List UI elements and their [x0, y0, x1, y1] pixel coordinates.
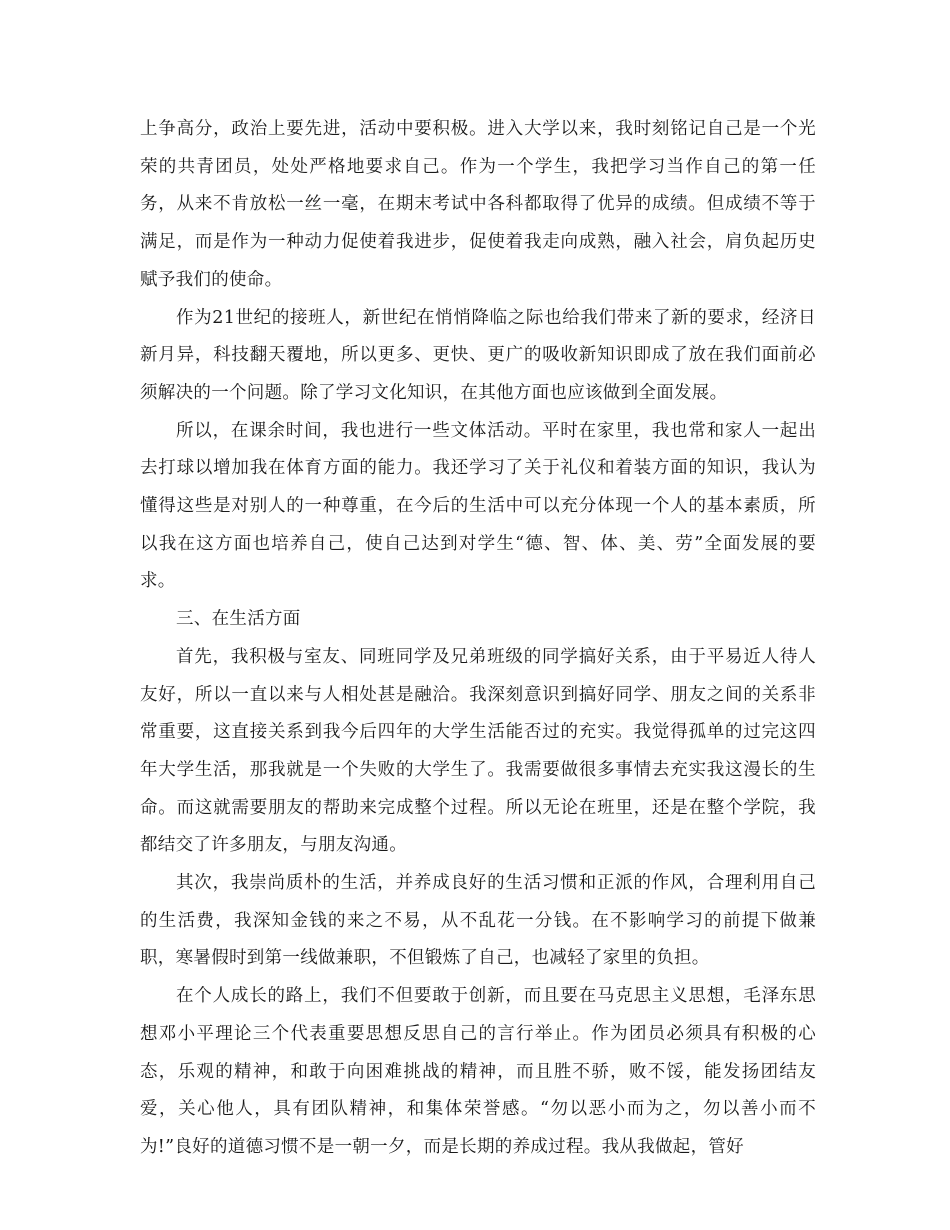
paragraph-2: 作为21世纪的接班人，新世纪在悄悄降临之际也给我们带来了新的要求，经济日新月异，科技翻天覆地，所以更多、更快、更广的吸收新知识即成了放在我们面前必须解决的一个问题。除了学习文化知识，在其他方面也应该做到全面发展。 [140, 307, 816, 403]
paragraph-6: 在个人成长的路上，我们不但要敢于创新，而且要在马克思主义思想，毛泽东思想邓小平理论三个代表重要思想反思自己的言行举止。作为团员必须具有积极的心态，乐观的精神，和敢于向困难挑战的精神，而且胜不骄，败不馁，能发扬团结友爱，关心他人，具有团队精神，和集体荣誉感。“勿以恶小而为之，勿以善小而不为!”良好的道德习惯不是一朝一夕，而是长期的养成过程。我从我做起，管好 [140, 986, 816, 1157]
paragraph-3: 所以，在课余时间，我也进行一些文体活动。平时在家里，我也常和家人一起出去打球以增加我在体育方面的能力。我还学习了关于礼仪和着装方面的知识，我认为懂得这些是对别人的一种尊重，在今后的生活中可以充分体现一个人的基本素质，所以我在这方面也培养自己，使自己达到对学生“德、智、体、美、劳”全面发展的要求。 [140, 420, 816, 592]
paragraph-5: 其次，我崇尚质朴的生活，并养成良好的生活习惯和正派的作风，合理利用自己的生活费，我深知金钱的来之不易，从不乱花一分钱。在不影响学习的前提下做兼职，寒暑假时到第一线做兼职，不但锻炼了自己，也减轻了家里的负担。 [140, 873, 816, 969]
paragraph-1: 上争高分，政治上要先进，活动中要积极。进入大学以来，我时刻铭记自己是一个光荣的共青团员，处处严格地要求自己。作为一个学生，我把学习当作自己的第一任务，从来不肯放松一丝一毫，在期末考试中各科都取得了优异的成绩。但成绩不等于满足，而是作为一种动力促使着我进步，促使着我走向成熟，融入社会，肩负起历史赋予我们的使命。 [140, 119, 816, 290]
paragraph-4: 首先，我积极与室友、同班同学及兄弟班级的同学搞好关系，由于平易近人待人友好，所以一直以来与人相处甚是融洽。我深刻意识到搞好同学、朋友之间的关系非常重要，这直接关系到我今后四年的大学生活能否过的充实。我觉得孤单的过完这四年大学生活，那我就是一个失败的大学生了。我需要做很多事情去充实我这漫长的生命。而这就需要朋友的帮助来完成整个过程。所以无论在班里，还是在整个学院，我都结交了许多朋友，与朋友沟通。 [140, 646, 816, 856]
document-body [140, 111, 816, 1167]
section-heading-life: 三、在生活方面 [176, 609, 301, 630]
